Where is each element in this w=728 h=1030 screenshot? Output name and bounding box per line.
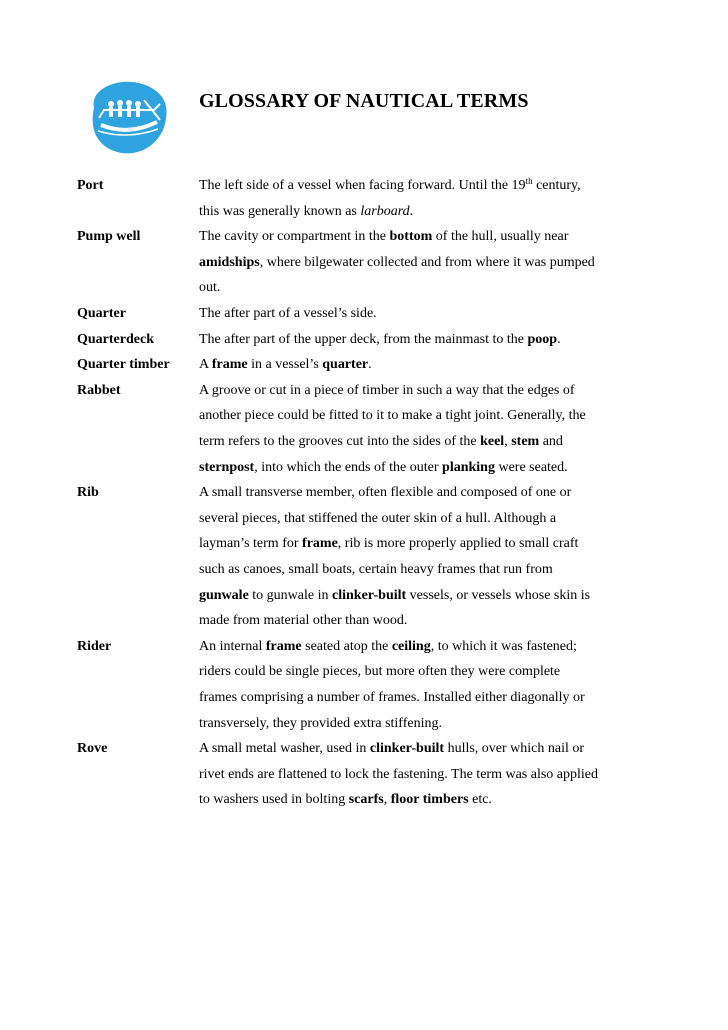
cross-reference-term: floor timbers xyxy=(390,792,469,808)
cross-reference-term: scarfs xyxy=(348,792,384,808)
definition-line xyxy=(199,659,624,685)
definition-text: hulls, over which nail or xyxy=(444,741,585,757)
definition-text: , xyxy=(504,433,512,449)
definition-line xyxy=(199,378,624,404)
glossary-term: Rider xyxy=(77,638,112,654)
definition-line xyxy=(199,685,624,711)
definition-text: to gunwale in xyxy=(248,587,333,603)
definition-text: etc. xyxy=(468,792,492,808)
definition-text: An internal xyxy=(199,638,266,654)
definition-text: . xyxy=(557,331,561,347)
definition-line xyxy=(199,762,624,788)
cross-reference-term: poop xyxy=(527,331,558,347)
definition-text: . xyxy=(409,203,414,219)
cross-reference-term: amidships xyxy=(199,254,260,270)
definition-text: th xyxy=(525,176,533,186)
boat-logo xyxy=(84,78,172,158)
definition-text: were seated. xyxy=(494,459,568,475)
definition-text: and xyxy=(539,433,563,449)
definition-line xyxy=(199,736,624,762)
definition-text: frames comprising a number of frames. Installed either diagonally or xyxy=(199,689,585,705)
definition-line xyxy=(199,199,624,225)
definition-line xyxy=(199,506,624,532)
definition-text: A groove or cut in a piece of timber in such a way that the edges of xyxy=(199,382,575,398)
cross-reference-term: clinker-built xyxy=(332,587,407,603)
definition-text: this was generally known as xyxy=(199,203,361,219)
cross-reference-term: bottom xyxy=(389,229,433,245)
definition-line xyxy=(199,455,624,481)
definition-text: larboard xyxy=(360,203,410,219)
definition-line xyxy=(199,787,624,813)
cross-reference-term: clinker-built xyxy=(369,741,445,757)
glossary-term: Rove xyxy=(77,741,108,757)
definition-text: riders could be single pieces, but more often they were complete xyxy=(199,664,561,680)
definition-line xyxy=(199,634,624,660)
cross-reference-term: frame xyxy=(211,357,248,373)
glossary-definition xyxy=(199,327,624,353)
definition-line xyxy=(199,352,624,378)
definition-text: The after part of the upper deck, from the mainmast to the xyxy=(199,331,528,347)
cross-reference-term: ceiling xyxy=(391,638,431,654)
cross-reference-term: sternpost xyxy=(199,459,255,475)
definition-line xyxy=(199,403,624,429)
definition-line xyxy=(199,250,624,276)
definition-line xyxy=(199,301,624,327)
definition-text: The after part of a vessel’s side. xyxy=(199,306,377,321)
definition-text: The cavity or compartment in the xyxy=(199,229,390,245)
glossary-definition xyxy=(199,736,624,813)
definition-text: several pieces, that stiffened the outer skin of a hull. Although a xyxy=(199,510,557,526)
definition-text: , where bilgewater collected and from where it was pumped xyxy=(259,254,595,270)
definition-text: century, xyxy=(532,178,581,193)
glossary-definition xyxy=(199,301,624,327)
definition-text: . xyxy=(368,357,372,373)
definition-line xyxy=(199,608,624,634)
definition-text: to washers used in bolting xyxy=(199,792,349,808)
definition-line xyxy=(199,224,624,250)
glossary-definition xyxy=(199,173,624,224)
definition-text: , into which the ends of the outer xyxy=(254,459,443,475)
glossary-definition xyxy=(199,634,624,736)
definition-text: seated atop the xyxy=(301,638,392,654)
cross-reference-term: planking xyxy=(442,459,495,475)
definition-text: in a vessel’s xyxy=(247,357,323,373)
glossary-definition xyxy=(199,480,624,634)
definition-line xyxy=(199,480,624,506)
definition-text: A xyxy=(199,357,212,373)
definition-text: , xyxy=(383,792,391,808)
definition-text: rivet ends are flattened to lock the fastening. The term was also applied xyxy=(199,766,598,782)
definition-text: another piece could be fitted to it to make a tight joint. Generally, the xyxy=(199,408,586,424)
definition-line xyxy=(199,557,624,583)
definition-line xyxy=(199,711,624,737)
definition-line xyxy=(199,531,624,557)
glossary-definition xyxy=(199,224,624,301)
definition-text: transversely, they provided extra stiffening. xyxy=(199,715,442,731)
cross-reference-term: keel xyxy=(480,433,505,449)
definition-text: The left side of a vessel when facing forward. Until the 19 xyxy=(199,178,526,193)
glossary-term: Pump well xyxy=(77,229,141,245)
glossary-term: Quarter timber xyxy=(77,357,170,373)
page-title: GLOSSARY OF NAUTICAL TERMS xyxy=(199,90,529,112)
definition-text: term refers to the grooves cut into the sides of the xyxy=(199,433,481,449)
definition-text: , rib is more properly applied to small craft xyxy=(337,536,579,552)
glossary-term: Quarter xyxy=(77,306,126,321)
cross-reference-term: quarter xyxy=(322,357,369,373)
definition-line xyxy=(199,583,624,609)
glossary-definition xyxy=(199,378,624,480)
glossary-term: Quarterdeck xyxy=(77,331,154,347)
definition-text: A small transverse member, often flexible and composed of one or xyxy=(199,485,572,501)
definition-text: vessels, or vessels whose skin is xyxy=(406,587,591,603)
definition-text: made from material other than wood. xyxy=(199,613,408,629)
definition-text: A small metal washer, used in xyxy=(199,741,370,757)
glossary-term: Port xyxy=(77,178,104,193)
glossary-term: Rabbet xyxy=(77,382,121,398)
definition-text: of the hull, usually near xyxy=(432,229,569,245)
cross-reference-term: frame xyxy=(302,536,338,552)
definition-text: such as canoes, small boats, certain heavy frames that run from xyxy=(199,561,553,577)
definition-line xyxy=(199,429,624,455)
definition-line xyxy=(199,275,624,301)
boat-logo-icon xyxy=(84,78,172,158)
definition-text: layman’s term for xyxy=(199,536,303,552)
cross-reference-term: stem xyxy=(511,433,540,449)
cross-reference-term: frame xyxy=(265,638,302,654)
definition-line xyxy=(199,327,624,353)
definition-text: , to which it was fastened; xyxy=(430,638,577,654)
glossary-term: Rib xyxy=(77,485,99,501)
definition-line xyxy=(199,173,624,199)
glossary-definition xyxy=(199,352,624,378)
definition-text: out. xyxy=(199,280,221,296)
cross-reference-term: gunwale xyxy=(199,587,249,603)
